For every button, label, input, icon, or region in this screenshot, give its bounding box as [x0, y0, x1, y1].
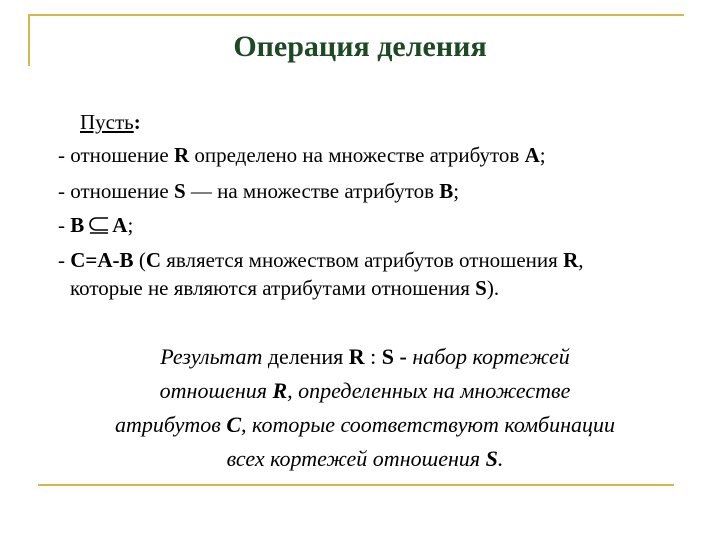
- frame-bottom-border: [38, 484, 674, 486]
- text-part: набор кортежей: [412, 344, 570, 369]
- text-part: отношение: [70, 143, 174, 167]
- frame-top-border: [28, 14, 684, 16]
- text-part: всех кортежей отношения: [226, 446, 486, 471]
- text-part: определено на множестве атрибутов: [189, 143, 525, 167]
- text-part: ;: [127, 213, 134, 237]
- intro-line: [80, 110, 141, 135]
- symbol-R: R: [563, 248, 579, 272]
- text-part: является множеством атрибутов отношения: [160, 248, 564, 272]
- symbol-R: R: [272, 378, 288, 403]
- text-part: отношение: [70, 179, 174, 203]
- symbol-B: B: [70, 213, 85, 237]
- formula-C: C=A-B: [70, 248, 134, 272]
- division-operator: :: [364, 344, 382, 369]
- symbol-C: C: [226, 412, 242, 437]
- text-part: ).: [486, 276, 500, 300]
- result-line-2: [60, 374, 670, 408]
- symbol-R: R: [173, 143, 190, 167]
- result-line-4: [60, 442, 670, 476]
- symbol-R: R: [348, 344, 365, 369]
- symbol-S: S -: [381, 344, 413, 369]
- text-part: ;: [453, 179, 460, 203]
- symbol-A: A: [524, 143, 540, 167]
- text-part: , определенных на множестве: [287, 378, 571, 403]
- division-result-paragraph: [60, 340, 670, 476]
- condition-line-5: [70, 276, 499, 301]
- condition-line-1: [58, 143, 546, 168]
- symbol-S: S: [173, 179, 186, 203]
- condition-line-3: [58, 213, 133, 238]
- symbol-S: S: [475, 276, 487, 300]
- dash: -: [58, 248, 71, 272]
- text-part: — на множестве атрибутов: [185, 179, 440, 203]
- text-part: которые не являются атрибутами отношения: [70, 276, 476, 300]
- result-line-3: [60, 408, 670, 442]
- text-part: деления: [267, 344, 349, 369]
- text-part: (: [133, 248, 146, 272]
- text-part: атрибутов: [114, 412, 227, 437]
- intro-colon: :: [133, 110, 141, 134]
- symbol-C: C: [145, 248, 161, 272]
- slide-title: Операция деления: [233, 30, 487, 63]
- dash: -: [58, 213, 71, 237]
- condition-line-2: [58, 179, 459, 204]
- subset-icon: [86, 215, 110, 235]
- text-part: , которые соответствуют комбинации: [241, 412, 616, 437]
- text-part: .: [497, 446, 504, 471]
- result-line-1: [60, 340, 670, 374]
- dash: -: [58, 179, 71, 203]
- dash: -: [58, 143, 71, 167]
- text-part: ;: [539, 143, 546, 167]
- symbol-A: A: [112, 213, 128, 237]
- symbol-S: S: [485, 446, 498, 471]
- text-part: отношения: [159, 378, 273, 403]
- text-part: ,: [578, 248, 584, 272]
- symbol-B: B: [439, 179, 454, 203]
- condition-line-4: [58, 248, 583, 273]
- intro-word: Пусть: [80, 110, 134, 134]
- text-part: Результат: [160, 344, 268, 369]
